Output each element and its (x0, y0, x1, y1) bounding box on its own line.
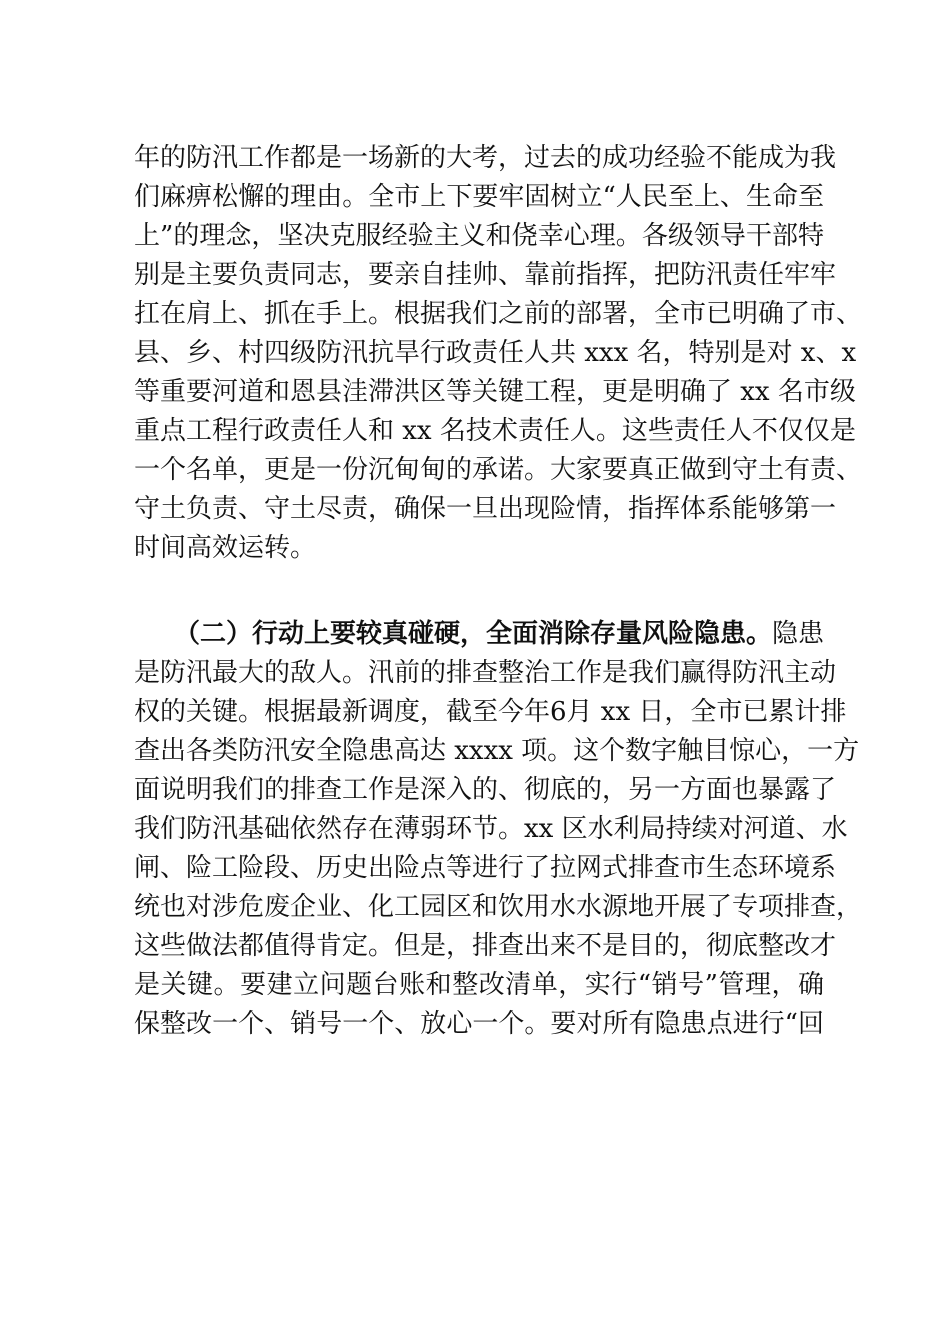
paragraph-line: 上”的理念，坚决克服经验主义和侥幸心理。各级领导干部特 (134, 221, 824, 251)
paragraph-line: 年的防汛工作都是一场新的大考，过去的成功经验不能成为我 (134, 143, 837, 173)
paragraph-line: 们麻痹松懈的理由。全市上下要牢固树立“人民至上、生命至 (134, 182, 824, 212)
paragraph-line: 面说明我们的排查工作是深入的、彻底的，另一方面也暴露了 (134, 775, 837, 805)
paragraph-line: 统也对涉危废企业、化工园区和饮用水水源地开展了专项排查， (134, 892, 863, 922)
paragraph-line: 等重要河道和恩县洼滞洪区等关键工程，更是明确了 xx 名市级 (134, 377, 856, 407)
paragraph-line: 保整改一个、销号一个、放心一个。要对所有隐患点进行“回 (134, 1009, 824, 1039)
paragraph-line: 查出各类防汛安全隐患高达 xxxx 项。这个数字触目惊心，一方 (134, 736, 860, 766)
heading-line-rest: 隐患 (772, 619, 825, 649)
paragraph-1 (134, 139, 863, 568)
paragraph-line: 这些做法都值得肯定。但是，排查出来不是目的，彻底整改才 (134, 931, 837, 961)
paragraph-line: 一个名单，更是一份沉甸甸的承诺。大家要真正做到守土有责、 (134, 455, 863, 485)
paragraph-first-line (134, 615, 824, 654)
paragraph-line: 闸、险工险段、历史出险点等进行了拉网式排查市生态环境系 (134, 853, 837, 883)
paragraph-line: 别是主要负责同志，要亲自挂帅、靠前指挥，把防汛责任牢牢 (134, 260, 837, 290)
paragraph-line: 权的关键。根据最新调度，截至今年6月 xx 日，全市已累计排 (134, 697, 847, 727)
paragraph-line: 重点工程行政责任人和 xx 名技术责任人。这些责任人不仅仅是 (134, 416, 856, 446)
paragraph-line: 是关键。要建立问题台账和整改清单，实行“销号”管理，确 (134, 970, 824, 1000)
paragraph-line: 扛在肩上、抓在手上。根据我们之前的部署，全市已明确了市、 (134, 299, 863, 329)
paragraph-line: 是防汛最大的敌人。汛前的排查整治工作是我们赢得防汛主动 (134, 658, 837, 688)
paragraph-2 (134, 615, 863, 1044)
paragraph-line: 时间高效运转。 (134, 533, 317, 563)
paragraph-line: 县、乡、村四级防汛抗旱行政责任人共 xxx 名，特别是对 x、x (134, 338, 857, 368)
section-heading: （二）行动上要较真碰硬，全面消除存量风险隐患。 (174, 619, 773, 649)
paragraph-line: 守土负责、守土尽责，确保一旦出现险情，指挥体系能够第一 (134, 494, 837, 524)
paragraph-line: 我们防汛基础依然存在薄弱环节。xx 区水利局持续对河道、水 (134, 814, 848, 844)
